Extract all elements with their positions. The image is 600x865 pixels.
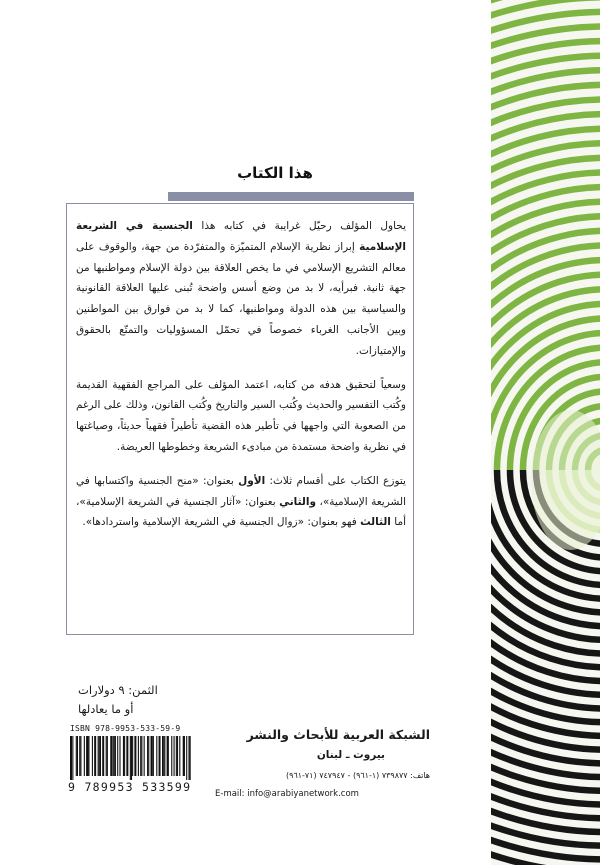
price-line: الثمن: ٩ دولارات bbox=[78, 683, 158, 697]
section-label: الأول bbox=[238, 474, 266, 487]
blurb-text: يتوزع الكتاب على أقسام ثلاث: bbox=[265, 474, 406, 487]
blurb-paragraph bbox=[76, 216, 406, 362]
isbn-text: ISBN 978-9953-533-59-9 bbox=[70, 724, 181, 733]
book-title-text: الجنسية في الشريعة الإسلامية bbox=[76, 220, 406, 253]
page-title: هذا الكتاب bbox=[237, 164, 313, 182]
blurb-paragraph: وسعياً لتحقيق هدفه من كتابه، اعتمد المؤلف على المراجع الفقهية القديمة وكُتب التفسير والحديث وكُتب السير والتاريخ وكُتب القانون، وذلك على الرغم من الصعوبة التي واجهها في تأطير هذه القضية تأطيراً فقهياً حديثاً، وصياغتها في نظرية واضحة مستمدة من مبادىء الشريعة وخطوطها العريضة. bbox=[76, 378, 406, 453]
publisher-phone: هاتف: ٧٣٩٨٧٧ (١-٩٦١) - ٧٤٧٩٤٧ (٧١-٩٦١) bbox=[286, 771, 430, 780]
blurb-paragraph bbox=[76, 471, 406, 533]
publisher-email: E-mail: info@arabiyanetwork.com bbox=[215, 789, 359, 799]
price-note: أو ما يعادلها bbox=[78, 702, 134, 716]
barcode-block bbox=[68, 724, 196, 794]
publisher-city: بيروت ـ لبنان bbox=[316, 749, 385, 761]
publisher-block bbox=[215, 727, 430, 799]
blurb-text: إبراز نظرية الإسلام المتميّزة والمتفرّدة من جهة، والوقوف على معالم التشريع الإسلامي في ما يخص العلاقة بين دولة الإسلام ومواطنيها من جهة ثانية. فبرأيه، لا بد من وضع أسس واضحة تُبنى عليها العلاقة القانونية والسياسية بين هذه الدولة ومواطنيها، كما لا بد من فوارق بين المواطنين وبين الأجانب الغرباء خصوصاً في تحمّل المسؤوليات والتمتّع بالحقوق والإمتيازات. bbox=[76, 240, 406, 357]
publisher-name: الشبكة العربية للأبحاث والنشر bbox=[246, 727, 430, 742]
blurb-text: يحاول المؤلف رحيّل غرايبة في كتابه هذا bbox=[192, 220, 406, 232]
blurb-text: بعنوان: «منح الجنسية واكتسابها في الشريعة الإسلامية»، bbox=[76, 474, 406, 508]
price-block bbox=[78, 681, 158, 719]
blurb-box bbox=[66, 203, 414, 635]
section-label: الثالث bbox=[360, 516, 391, 529]
section-label: والثاني bbox=[279, 495, 316, 508]
barcode-digits: 9 789953 533599 bbox=[68, 780, 192, 794]
blurb-text: بعنوان: «آثار الجنسية في الشريعة الإسلامية»، أما bbox=[76, 495, 406, 529]
accent-bar bbox=[168, 192, 414, 201]
blurb-text: فهو بعنوان: «زوال الجنسية في الشريعة الإسلامية واستردادها». bbox=[82, 516, 361, 529]
fingerprint-image bbox=[491, 0, 600, 865]
barcode-image bbox=[68, 736, 194, 780]
